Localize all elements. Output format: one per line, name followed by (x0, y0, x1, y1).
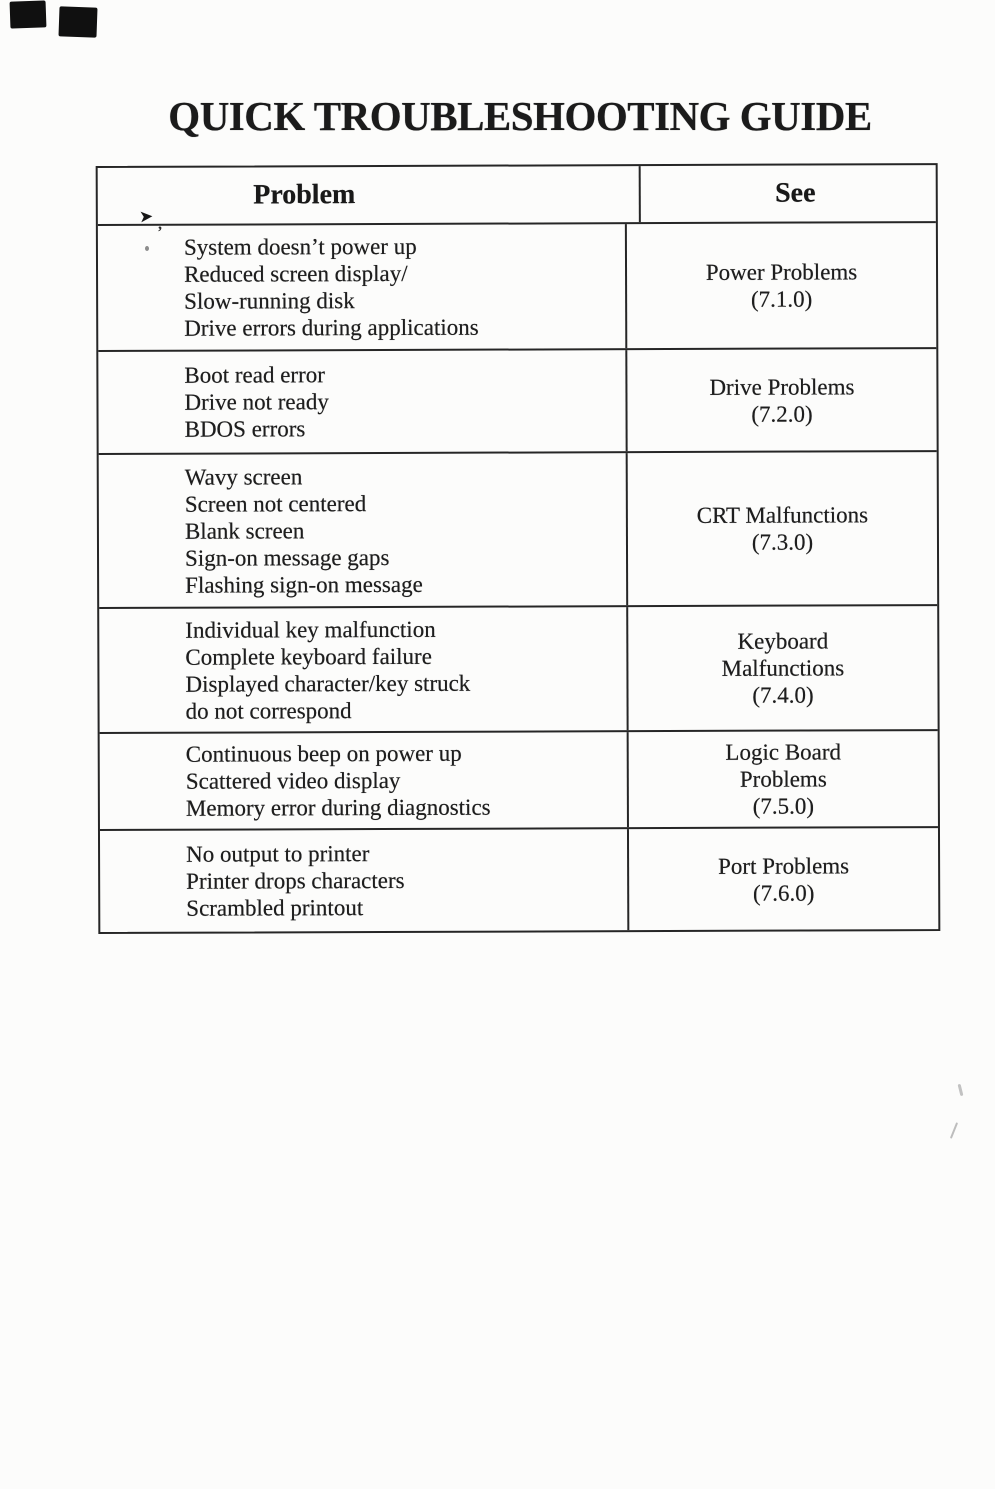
see-cell (626, 606, 937, 730)
see-reference: CRT Malfunctions (696, 502, 869, 528)
scan-artifact-black-square-1 (10, 0, 47, 28)
problem-cell (98, 350, 625, 453)
scan-artifact-dot-mark (145, 246, 149, 251)
problem-cell (100, 829, 627, 932)
see-reference: Drive Problems (709, 373, 855, 400)
see-section-number: (7.1.0) (750, 286, 813, 312)
see-reference: Problems (739, 766, 827, 792)
problem-line: Slow-running disk (184, 288, 355, 314)
problem-cell (100, 732, 627, 829)
see-reference: Malfunctions (721, 655, 845, 681)
column-header-problem: Problem (253, 179, 356, 211)
troubleshooting-table (96, 163, 941, 934)
problem-line: No output to printer (186, 841, 370, 867)
see-reference: Port Problems (718, 852, 850, 879)
problem-line: Boot read error (184, 362, 325, 388)
problem-line: Memory error during diagnostics (185, 794, 491, 821)
table-row-power (98, 221, 936, 350)
problem-line: Sign-on message gaps (184, 544, 390, 571)
problem-line: Screen not centered (184, 490, 367, 517)
table-row-crt (99, 450, 938, 607)
scan-artifact-right-margin-mark-2 (950, 1122, 958, 1139)
problem-line: Displayed character/key struck (185, 670, 471, 697)
column-header-see: See (639, 165, 950, 222)
table-row-logic-board (100, 729, 938, 829)
table-header-row (98, 165, 936, 224)
problem-line: Scattered video display (185, 767, 401, 794)
see-reference: Power Problems (705, 259, 858, 285)
problem-line: Continuous beep on power up (185, 740, 462, 767)
problem-line: Blank screen (184, 517, 305, 544)
problem-line: Drive errors during applications (184, 314, 479, 341)
scan-artifact-comma-mark: , (158, 216, 162, 233)
see-section-number: (7.6.0) (752, 879, 815, 906)
page-title: QUICK TROUBLESHOOTING GUIDE (168, 93, 872, 139)
see-cell (626, 452, 938, 605)
see-cell (625, 223, 936, 348)
problem-cell (99, 453, 627, 607)
table-row-drive (98, 347, 936, 453)
scan-artifact-black-square-2 (58, 6, 97, 37)
scan-artifact-arrow-mark: ➤ (138, 206, 154, 228)
problem-line: Flashing sign-on message (185, 571, 423, 598)
problem-line: Scrambled printout (186, 895, 364, 921)
problem-line: Wavy screen (184, 463, 303, 490)
problem-line: System doesn’t power up (183, 233, 417, 260)
see-section-number: (7.3.0) (751, 529, 814, 555)
problem-cell (98, 224, 625, 350)
see-reference: Keyboard (737, 628, 829, 654)
see-section-number: (7.4.0) (752, 682, 814, 708)
see-section-number: (7.2.0) (751, 401, 813, 427)
problem-cell (99, 607, 626, 732)
table-row-port (100, 826, 938, 932)
see-cell (627, 828, 938, 930)
problem-line: Individual key malfunction (185, 616, 436, 643)
problem-line: Printer drops characters (186, 867, 405, 894)
problem-line: Drive not ready (184, 389, 329, 415)
see-section-number: (7.5.0) (752, 793, 815, 819)
scan-artifact-right-margin-mark-1 (958, 1084, 964, 1096)
problem-line: Reduced screen display/ (183, 260, 408, 287)
see-cell (625, 349, 936, 451)
problem-line: Complete keyboard failure (185, 643, 432, 670)
problem-line: BDOS errors (184, 416, 306, 442)
table-row-keyboard (99, 604, 937, 732)
problem-line: do not correspond (185, 697, 352, 724)
see-reference: Logic Board (725, 739, 842, 765)
see-cell (627, 731, 938, 827)
